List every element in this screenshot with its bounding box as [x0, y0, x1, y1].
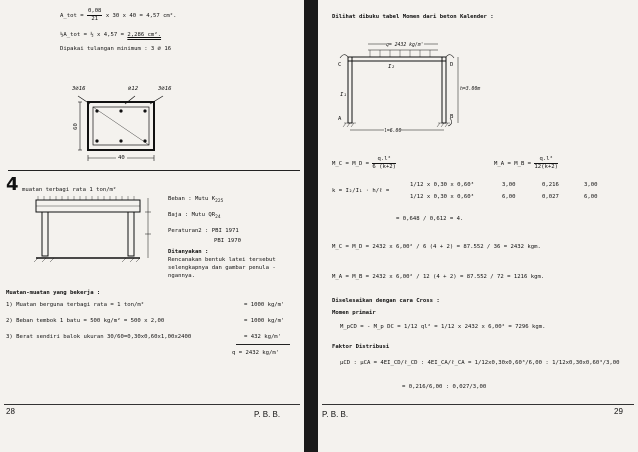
spec-baja: Baja : Mutu $QR_{24}$ — [168, 212, 221, 221]
muatan-value-1: = 1000 kg/m' — [244, 302, 285, 308]
node-c: C — [338, 62, 342, 68]
node-b: B — [450, 114, 454, 120]
left-publisher: P. B. B. — [254, 410, 281, 419]
ditanyakan-heading: Ditanyakan : — [168, 249, 209, 255]
ma-calc: M_A = M_B = 2432 x 6,00² / 12 (4 + 2) = 87.552 / 72 = 1216 kgm. — [332, 274, 545, 280]
k-val-5: 3,00 — [584, 182, 598, 188]
right-heading: Dilihat dibuku tabel Momen dari beton Kalender : — [332, 14, 494, 20]
right-publisher: P. B. B. — [322, 410, 349, 419]
lintel-beam-drawing — [0, 0, 304, 270]
eq-dipakai: Dipakai tulangan minimum : 3 ∅ 16 — [60, 46, 172, 52]
eq-k: k = I₂/I₁ · h/ℓ = — [332, 188, 390, 194]
right-footer-line — [322, 404, 634, 405]
k-val-1: 3,00 — [502, 182, 516, 188]
spec-peraturan-2: PBI 1970 — [214, 238, 241, 244]
muatan-item-3: 3) Berat sendiri balok ukuran 30/60=0,30x0,60x1,00x2400 — [6, 334, 192, 340]
fd-result: = 0,216/6,00 : 0,027/3,00 — [402, 384, 487, 390]
node-a: A — [338, 116, 342, 122]
left-footer-line — [4, 404, 300, 405]
label-i1: I₁ — [340, 92, 347, 98]
label-i2: I₂ — [388, 64, 395, 70]
k-line-2: 1/12 x 0,30 x 0,60³ — [410, 194, 474, 200]
faktor-distribusi: Faktor Distribusi — [332, 344, 390, 350]
section-number: 4 — [6, 174, 19, 195]
load-label: q= 2432 kg/m' — [386, 43, 424, 48]
portal-frame-drawing — [318, 0, 638, 140]
dim-height: 60 — [72, 123, 79, 130]
sum-line — [236, 344, 290, 345]
span-label: l=6.00 — [384, 129, 402, 134]
load-description: muatan terbagi rata 1 ton/m² — [22, 187, 117, 193]
muatan-heading: Muatan-muatan yang bekerja : — [6, 290, 101, 296]
k-result: = 0,648 / 0,612 = 4. — [396, 216, 464, 222]
muatan-item-1: 1) Muatan berguna terbagi rata = 1 ton/m² — [6, 302, 145, 308]
spec-beban: Beban : Mutu $K_{225}$ — [168, 196, 224, 205]
node-d: D — [450, 62, 454, 68]
mp-line: M_pCD = - M_p DC = 1/12 ql² = 1/12 x 2432 x 6,00² = 7296 kgm. — [340, 324, 546, 330]
mc-calc: M_C = M_D = 2432 x 6,00² / 6 (4 + 2) = 87.552 / 36 = 2432 kgm. — [332, 244, 541, 250]
height-label: h=3.00m — [460, 87, 481, 92]
q-total: q = 2432 kg/m' — [232, 350, 280, 356]
left-page-number: 28 — [6, 407, 15, 416]
muatan-value-2: = 1000 kg/m' — [244, 318, 285, 324]
momen-primair: Momen primair — [332, 310, 376, 316]
book-gutter — [304, 0, 318, 452]
ditanyakan-line-2: selengkapnya dan gambar penula - — [168, 265, 276, 271]
rebar-label-middle: ∅12 — [128, 86, 139, 92]
cross-title: Diselesaikan dengan cara Cross : — [332, 298, 440, 304]
muatan-item-2: 2) Beban tembok 1 batu = 500 kg/m² = 500 x 2,00 — [6, 318, 165, 324]
fd-line: μCD : μCA = 4EI_CD/ℓ_CD : 4EI_CA/ℓ_CA = 1/12x0,30x0,60³/6,00 : 1/12x0,30x0,60³/3,00 — [340, 360, 620, 366]
right-page-number: 29 — [614, 407, 623, 416]
dim-width: 40 — [118, 155, 125, 161]
k-val-4: 0,027 — [542, 194, 559, 200]
k-line-1: 1/12 x 0,30 x 0,60³ — [410, 182, 474, 188]
rebar-label-right: 3∅16 — [158, 86, 172, 92]
rebar-label-left: 3∅16 — [72, 86, 86, 92]
k-val-6: 6,00 — [584, 194, 598, 200]
eq-atot: A_tot = $\frac{0,08}{21}$ x 30 x 40 = 4,57 cm². — [60, 8, 177, 22]
ditanyakan-line-1: Rencanakan bentuk latei tersebut — [168, 257, 276, 263]
eq-ma-mb: M_A = M_B = $\frac{\text{q.l²}}{12(k+2)}$ — [494, 156, 558, 170]
left-page — [0, 0, 304, 452]
spec-peraturan: Peraturan2 : PBI 1971 — [168, 228, 239, 234]
k-val-2: 6,00 — [502, 194, 516, 200]
eq-half-atot: ½A_tot = ½ x 4,57 = 2,286 cm². — [60, 32, 162, 38]
muatan-value-3: = 432 kg/m' — [244, 334, 282, 340]
right-page — [318, 0, 638, 452]
ditanyakan-line-3: ngannya. — [168, 273, 195, 279]
k-val-3: 0,216 — [542, 182, 559, 188]
eq-mc-md: M_C = M_D = $\frac{\text{q.l²}}{6 (k+2)}$ — [332, 156, 396, 170]
